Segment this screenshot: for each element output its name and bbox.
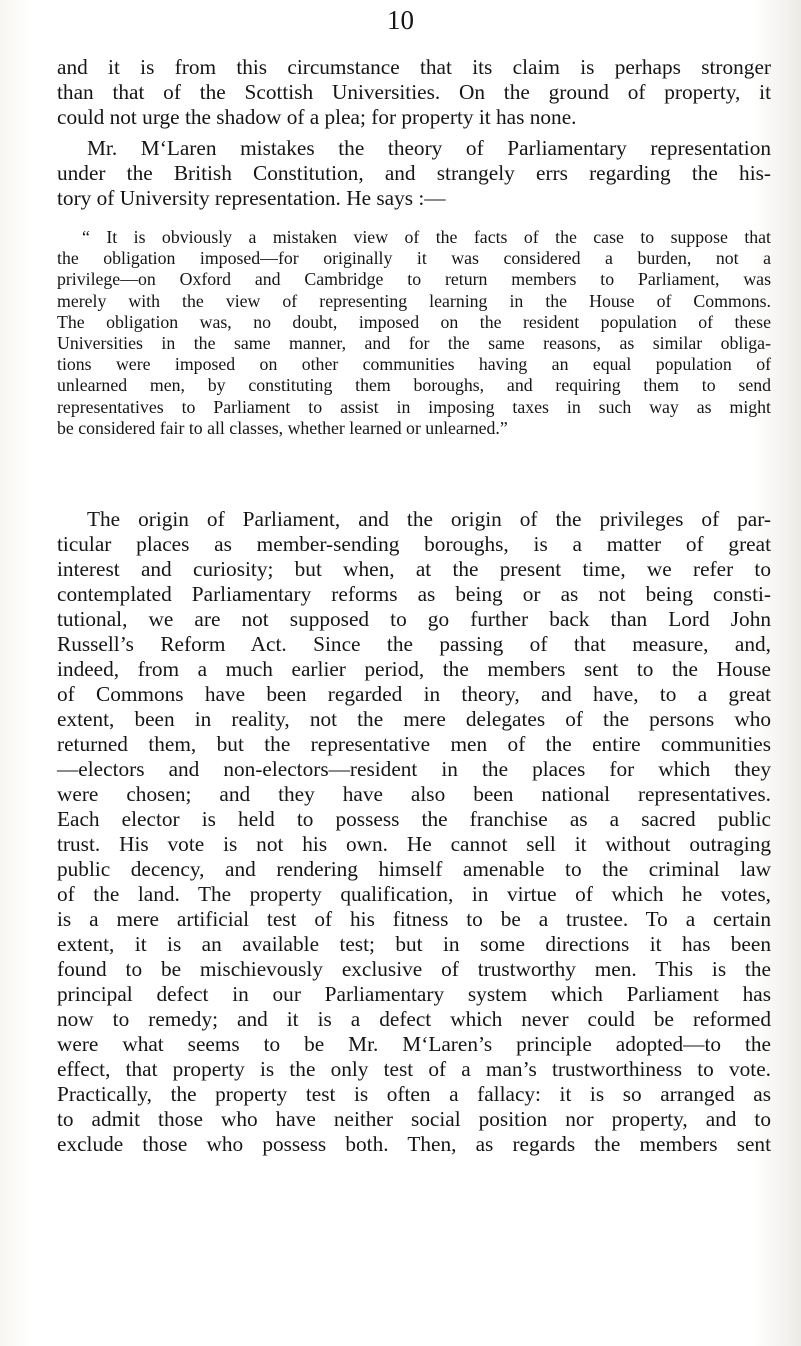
quote-line: privilege—on Oxford and Cambridge to return members to Parliament, was [57, 269, 771, 290]
text-line: under the British Constitution, and strangely errs regarding the his- [57, 161, 771, 185]
text-line: could not urge the shadow of a plea; for property it has none. [57, 105, 577, 129]
text-line: Practically, the property test is often a fallacy: it is so arranged as [57, 1082, 771, 1106]
text-line: The origin of Parliament, and the origin of the privileges of par- [87, 507, 771, 531]
text-line: were chosen; and they have also been national representatives. [57, 782, 771, 806]
text-line: extent, been in reality, not the mere delegates of the persons who [57, 707, 771, 731]
text-line: principal defect in our Parliamentary system which Parliament has [57, 982, 771, 1006]
text-line: interest and curiosity; but when, at the present time, we refer to [57, 557, 771, 581]
text-line: effect, that property is the only test of a man’s trustworthiness to vote. [57, 1057, 771, 1081]
quote-line: merely with the view of representing learning in the House of Commons. [57, 290, 771, 311]
quote-line: be considered fair to all classes, whether learned or unlearned.” [57, 417, 508, 438]
quote-line: tions were imposed on other communities having an equal population of [57, 354, 771, 375]
quote-line: Universities in the same manner, and for the same reasons, as similar obliga- [57, 333, 771, 354]
page-number: 10 [387, 5, 414, 35]
quote-line: unlearned men, by constituting them boroughs, and requiring them to send [57, 375, 771, 396]
paragraph-origin-of-parliament [57, 507, 771, 1157]
paragraph-university-claim [57, 55, 771, 130]
text-line: tutional, we are not supposed to go further back than Lord John [57, 607, 771, 631]
text-line: extent, it is an available test; but in some directions it has been [57, 932, 771, 956]
text-line: public decency, and rendering himself amenable to the criminal law [57, 857, 771, 881]
text-line: contemplated Parliamentary reforms as being or as not being consti- [57, 582, 771, 606]
text-line: ticular places as member-sending boroughs, is a matter of great [57, 532, 771, 556]
text-line: indeed, from a much earlier period, the members sent to the House [57, 657, 771, 681]
text-line: trust. His vote is not his own. He cannot sell it without outraging [57, 832, 771, 856]
text-line: —electors and non-electors—resident in the places for which they [57, 757, 771, 781]
quote-line: “ It is obviously a mistaken view of the facts of the case to suppose that [82, 227, 771, 247]
quote-line: representatives to Parliament to assist in imposing taxes in such way as might [57, 396, 771, 417]
text-line: of Commons have been regarded in theory, and have, to a great [57, 682, 771, 706]
quote-line: the obligation imposed—for originally it was considered a burden, not a [57, 248, 771, 269]
text-line: Mr. M‘Laren mistakes the theory of Parliamentary representation [87, 136, 771, 160]
text-line: were what seems to be Mr. M‘Laren’s principle adopted—to the [57, 1032, 771, 1056]
text-line: now to remedy; and it is a defect which never could be reformed [57, 1007, 771, 1031]
block-quotation [57, 227, 771, 439]
text-line: of the land. The property qualification, in virtue of which he votes, [57, 882, 771, 906]
text-line: found to be mischievously exclusive of trustworthy men. This is the [57, 957, 771, 981]
text-line: and it is from this circumstance that its claim is perhaps stronger [57, 55, 771, 79]
text-line: than that of the Scottish Universities. On the ground of property, it [57, 80, 771, 104]
text-line: Russell’s Reform Act. Since the passing of that measure, and, [57, 632, 771, 656]
text-line: returned them, but the representative men of the entire communities [57, 732, 771, 756]
quote-line: The obligation was, no doubt, imposed on the resident population of these [57, 311, 771, 332]
text-line: tory of University representation. He says :— [57, 186, 446, 210]
text-line: Each elector is held to possess the franchise as a sacred public [57, 807, 771, 831]
paragraph-mclaren-mistakes [57, 136, 771, 211]
text-line: to admit those who have neither social position nor property, and to [57, 1107, 771, 1131]
text-line: is a mere artificial test of his fitness to be a trustee. To a certain [57, 907, 771, 931]
text-line: exclude those who possess both. Then, as regards the members sent [57, 1132, 771, 1156]
